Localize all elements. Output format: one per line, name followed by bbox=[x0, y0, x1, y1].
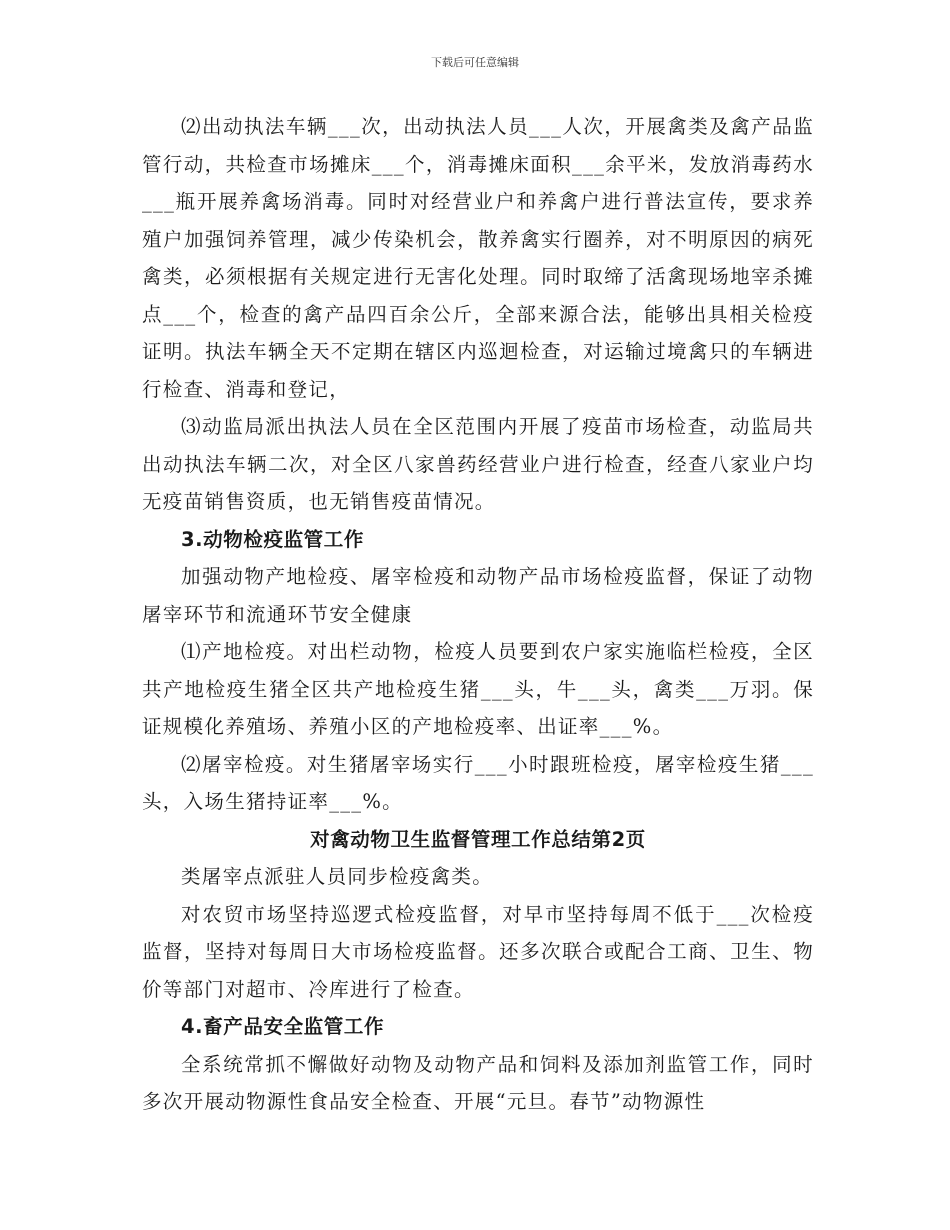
paragraph-vaccine-market-check: ⑶动监局派出执法人员在全区范围内开展了疫苗市场检查，动监局共出动执法车辆二次，对全区八家兽药经营业户进行检查，经查八家业户均无疫苗销售资质，也无销售疫苗情况。 bbox=[142, 415, 814, 513]
paragraph-slaughter-quarantine: ⑵屠宰检疫。对生猪屠宰场实行___小时跟班检疫，屠宰检疫生猪___头，入场生猪持证率___%。 bbox=[142, 752, 814, 813]
paragraph-poultry-slaughter: 类屠宰点派驻人员同步检疫禽类。 bbox=[181, 865, 494, 888]
page-title-banner: 对禽动物卫生监督管理工作总结第2页 bbox=[310, 827, 646, 851]
page-header: 下载后可任意编辑 bbox=[431, 56, 519, 69]
paragraph-origin-quarantine: ⑴产地检疫。对出栏动物，检疫人员要到农户家实施临栏检疫，全区共产地检疫生猪全区共产地检疫生猪___头，牛___头，禽类___万羽。保证规模化养殖场、养殖小区的产地检疫率、出证率___%。 bbox=[142, 640, 814, 738]
paragraph-vehicle-dispatch: ⑵出动执法车辆___次，出动执法人员___人次，开展禽类及禽产品监管行动，共检查市场摊床___个，消毒摊床面积___余平米，发放消毒药水___瓶开展养禽场消毒。同时对经营业户和养禽户进行普法宣传，要求养殖户加强饲养管理，减少传染机会，散养禽实行圈养，对不明原因的病死禽类，必须根据有关规定进行无害化处理。同时取缔了活禽现场地宰杀摊点___个，检查的禽产品四百余公斤，全部来源合法，能够出具相关检疫证明。执法车辆全天不定期在辖区内巡迴检查，对运输过境禽只的车辆进行检查、消毒和登记， bbox=[142, 115, 814, 401]
paragraph-quarantine-intro: 加强动物产地检疫、屠宰检疫和动物产品市场检疫监督，保证了动物屠宰环节和流通环节安全健康 bbox=[142, 565, 814, 626]
section-heading-product-safety: 4.畜产品安全监管工作 bbox=[181, 1015, 385, 1038]
document-body bbox=[142, 108, 814, 1121]
paragraph-product-safety: 全系统常抓不懈做好动物及动物产品和饲料及添加剂监管工作，同时多次开展动物源性食品安全检查、开展“元旦。春节”动物源性 bbox=[142, 1052, 814, 1113]
section-heading-quarantine: 3.动物检疫监管工作 bbox=[181, 527, 364, 551]
paragraph-market-inspection: 对农贸市场坚持巡逻式检疫监督，对早市坚持每周不低于___次检疫监督，坚持对每周日大市场检疫监督。还多次联合或配合工商、卫生、物价等部门对超市、冷库进行了检查。 bbox=[142, 902, 814, 1001]
